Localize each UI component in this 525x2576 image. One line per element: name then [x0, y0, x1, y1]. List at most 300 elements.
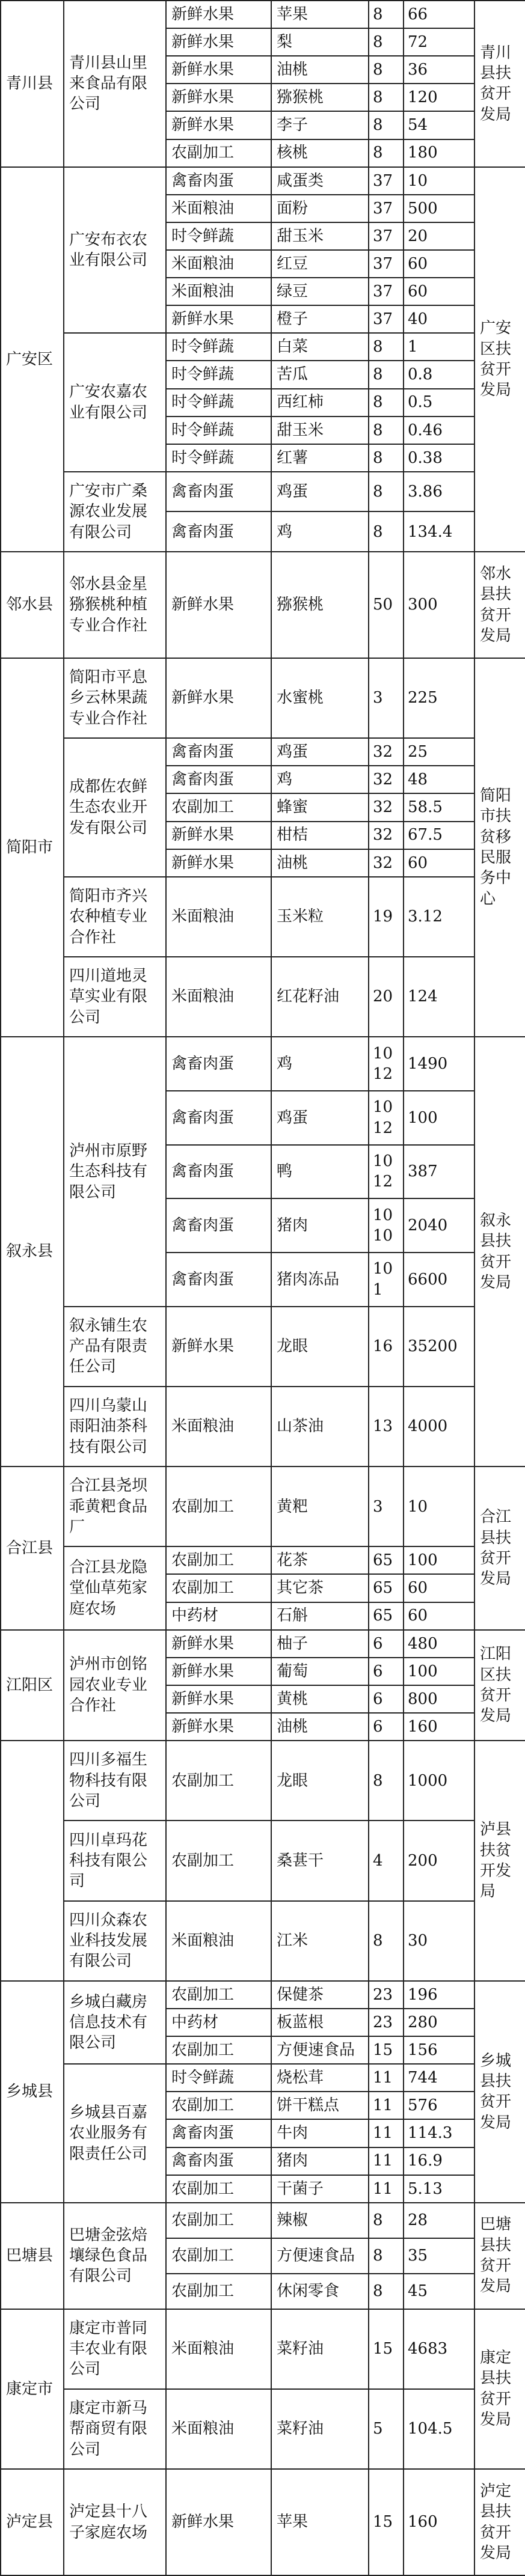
table-row	[1, 658, 525, 738]
price-cell: 32	[369, 822, 404, 849]
department-cell: 简阳市扶贫移民服务中心	[474, 658, 525, 1037]
price-cell: 16	[369, 1307, 404, 1387]
category-cell: 时令鲜蔬	[166, 444, 271, 472]
product-cell: 方便速食品	[271, 2036, 369, 2064]
quantity-cell: 72	[404, 28, 474, 56]
category-cell: 禽畜肉蛋	[166, 1145, 271, 1199]
department-cell: 乡城县扶贫开发局	[474, 1981, 525, 2203]
category-cell: 时令鲜蔬	[166, 417, 271, 444]
price-cell: 6	[369, 1658, 404, 1685]
category-cell: 禽畜肉蛋	[166, 1037, 271, 1091]
table-row	[1, 167, 525, 195]
product-cell: 油桃	[271, 849, 369, 877]
price-cell: 65	[369, 1574, 404, 1602]
category-cell: 禽畜肉蛋	[166, 1198, 271, 1253]
category-cell: 新鲜水果	[166, 1, 271, 28]
product-cell: 水蜜桃	[271, 658, 369, 738]
company-cell: 四川众森农业科技发展有限公司	[64, 1901, 166, 1981]
quantity-cell: 10	[404, 1467, 474, 1546]
price-cell: 1012	[369, 1091, 404, 1145]
category-cell: 禽畜肉蛋	[166, 167, 271, 195]
product-cell: 白菜	[271, 333, 369, 361]
company-cell: 广安市广桑源农业发展有限公司	[64, 472, 166, 552]
quantity-cell: 100	[404, 1658, 474, 1685]
product-cell: 干菌子	[271, 2175, 369, 2203]
table-row	[1, 1981, 525, 2009]
price-cell: 8	[369, 333, 404, 361]
product-cell: 黄桃	[271, 1685, 369, 1713]
product-cell: 苦瓜	[271, 361, 369, 388]
region-cell: 合江县	[1, 1467, 64, 1630]
product-cell: 菜籽油	[271, 2309, 369, 2389]
price-cell: 23	[369, 2009, 404, 2036]
company-cell: 四川卓玛花科技有限公司	[64, 1821, 166, 1900]
department-cell: 广安区扶贫开发局	[474, 167, 525, 552]
category-cell: 新鲜水果	[166, 2469, 271, 2575]
quantity-cell: 300	[404, 552, 474, 658]
quantity-cell: 3.86	[404, 472, 474, 512]
price-cell: 37	[369, 278, 404, 305]
price-cell: 32	[369, 766, 404, 793]
quantity-cell: 196	[404, 1981, 474, 2009]
price-cell: 8	[369, 1, 404, 28]
category-cell: 禽畜肉蛋	[166, 1091, 271, 1145]
table-row	[1, 2203, 525, 2238]
quantity-cell: 4000	[404, 1387, 474, 1467]
price-cell: 37	[369, 195, 404, 222]
product-cell: 梨	[271, 28, 369, 56]
price-cell: 11	[369, 2147, 404, 2175]
price-cell: 8	[369, 56, 404, 84]
price-cell: 19	[369, 877, 404, 957]
product-cell: 鸡蛋	[271, 1091, 369, 1145]
product-cell: 鸡蛋	[271, 738, 369, 766]
category-cell: 米面粮油	[166, 278, 271, 305]
category-cell: 新鲜水果	[166, 552, 271, 658]
quantity-cell: 25	[404, 738, 474, 766]
department-cell: 泸县扶贫开发局	[474, 1741, 525, 1981]
product-cell: 苹果	[271, 2469, 369, 2575]
category-cell: 禽畜肉蛋	[166, 1253, 271, 1307]
quantity-cell: 280	[404, 2009, 474, 2036]
category-cell: 新鲜水果	[166, 1658, 271, 1685]
table-row	[1, 1, 525, 28]
product-cell: 玉米粒	[271, 877, 369, 957]
category-cell: 禽畜肉蛋	[166, 472, 271, 512]
price-cell: 3	[369, 1467, 404, 1546]
price-cell: 8	[369, 1901, 404, 1981]
category-cell: 新鲜水果	[166, 1713, 271, 1741]
company-cell: 泸州市原野生态科技有限公司	[64, 1037, 166, 1306]
company-cell: 合江县尧坝乖黄粑食品厂	[64, 1467, 166, 1546]
product-cell: 橙子	[271, 305, 369, 333]
price-cell: 8	[369, 2238, 404, 2274]
product-cell: 鸭	[271, 1145, 369, 1199]
product-cell: 李子	[271, 111, 369, 139]
table-row	[1, 1630, 525, 1658]
quantity-cell: 16.9	[404, 2147, 474, 2175]
table-row	[1, 1901, 525, 1981]
product-cell: 牛肉	[271, 2119, 369, 2147]
category-cell: 农副加工	[166, 1821, 271, 1900]
quantity-cell: 114.3	[404, 2119, 474, 2147]
department-cell: 江阳区扶贫开发局	[474, 1630, 525, 1741]
product-cell: 柑桔	[271, 822, 369, 849]
quantity-cell: 28	[404, 2203, 474, 2238]
category-cell: 农副加工	[166, 2092, 271, 2119]
quantity-cell: 1	[404, 333, 474, 361]
product-cell: 柚子	[271, 1630, 369, 1658]
region-cell: 乡城县	[1, 1981, 64, 2203]
category-cell: 米面粮油	[166, 957, 271, 1037]
company-cell: 乡城县百嘉农业服务有限责任公司	[64, 2064, 166, 2203]
quantity-cell: 30	[404, 1901, 474, 1981]
category-cell: 新鲜水果	[166, 28, 271, 56]
category-cell: 时令鲜蔬	[166, 2064, 271, 2092]
category-cell: 农副加工	[166, 2203, 271, 2238]
table-row	[1, 2064, 525, 2092]
price-cell: 11	[369, 2119, 404, 2147]
company-cell: 邻水县金星猕猴桃种植专业合作社	[64, 552, 166, 658]
quantity-cell: 225	[404, 658, 474, 738]
category-cell: 农副加工	[166, 1574, 271, 1602]
price-cell: 37	[369, 305, 404, 333]
quantity-cell: 0.8	[404, 361, 474, 388]
price-cell: 32	[369, 793, 404, 821]
company-cell: 泸定县十八子家庭农场	[64, 2469, 166, 2575]
category-cell: 农副加工	[166, 793, 271, 821]
price-cell: 32	[369, 738, 404, 766]
quantity-cell: 160	[404, 2469, 474, 2575]
quantity-cell: 1490	[404, 1037, 474, 1091]
product-cell: 石斛	[271, 1602, 369, 1630]
price-cell: 13	[369, 1387, 404, 1467]
price-cell: 5	[369, 2389, 404, 2469]
region-cell: 泸定县	[1, 2469, 64, 2575]
product-cell: 花茶	[271, 1546, 369, 1574]
product-cell: 红豆	[271, 250, 369, 278]
quantity-cell: 160	[404, 1713, 474, 1741]
category-cell: 时令鲜蔬	[166, 222, 271, 250]
category-cell: 农副加工	[166, 139, 271, 167]
quantity-cell: 387	[404, 1145, 474, 1199]
product-cell: 红薯	[271, 444, 369, 472]
price-cell: 8	[369, 111, 404, 139]
category-cell: 米面粮油	[166, 195, 271, 222]
product-cell: 咸蛋类	[271, 167, 369, 195]
category-cell: 禽畜肉蛋	[166, 766, 271, 793]
price-cell: 23	[369, 1981, 404, 2009]
company-cell: 康定市新马帮商贸有限公司	[64, 2389, 166, 2469]
product-cell: 江米	[271, 1901, 369, 1981]
price-cell: 8	[369, 472, 404, 512]
price-cell: 8	[369, 511, 404, 552]
table-row	[1, 1387, 525, 1467]
quantity-cell: 180	[404, 139, 474, 167]
quantity-cell: 2040	[404, 1198, 474, 1253]
quantity-cell: 100	[404, 1091, 474, 1145]
category-cell: 农副加工	[166, 2274, 271, 2309]
product-cell: 猪肉	[271, 2147, 369, 2175]
category-cell: 新鲜水果	[166, 84, 271, 111]
price-cell: 8	[369, 1741, 404, 1821]
product-cell: 龙眼	[271, 1741, 369, 1821]
category-cell: 农副加工	[166, 1546, 271, 1574]
product-cell: 其它茶	[271, 1574, 369, 1602]
company-cell: 成都佐农鲜生态农业开发有限公司	[64, 738, 166, 877]
company-cell: 简阳市齐兴农种植专业合作社	[64, 877, 166, 957]
category-cell: 农副加工	[166, 1467, 271, 1546]
product-cell: 保健茶	[271, 1981, 369, 2009]
quantity-cell: 35	[404, 2238, 474, 2274]
quantity-cell: 200	[404, 1821, 474, 1900]
quantity-cell: 124	[404, 957, 474, 1037]
quantity-cell: 4683	[404, 2309, 474, 2389]
price-cell: 37	[369, 222, 404, 250]
product-cell: 桑葚干	[271, 1821, 369, 1900]
department-cell: 康定县扶贫开发局	[474, 2309, 525, 2470]
product-cell: 油桃	[271, 1713, 369, 1741]
price-cell: 11	[369, 2092, 404, 2119]
price-cell: 8	[369, 361, 404, 388]
quantity-cell: 800	[404, 1685, 474, 1713]
company-cell: 四川道地灵草实业有限公司	[64, 957, 166, 1037]
table-row	[1, 2309, 525, 2389]
category-cell: 农副加工	[166, 1981, 271, 2009]
price-cell: 32	[369, 849, 404, 877]
quantity-cell: 40	[404, 305, 474, 333]
table-row	[1, 2469, 525, 2575]
company-cell: 合江县龙隐堂仙草苑家庭农场	[64, 1546, 166, 1629]
quantity-cell: 60	[404, 1602, 474, 1630]
price-cell: 37	[369, 167, 404, 195]
region-cell: 邻水县	[1, 552, 64, 658]
quantity-cell: 60	[404, 849, 474, 877]
product-cell: 油桃	[271, 56, 369, 84]
quantity-cell: 54	[404, 111, 474, 139]
product-cell: 辣椒	[271, 2203, 369, 2238]
quantity-cell: 744	[404, 2064, 474, 2092]
department-cell: 青川县扶贫开发局	[474, 1, 525, 167]
product-cell: 核桃	[271, 139, 369, 167]
table-row	[1, 957, 525, 1037]
category-cell: 禽畜肉蛋	[166, 511, 271, 552]
price-cell: 8	[369, 28, 404, 56]
price-cell: 1012	[369, 1037, 404, 1091]
product-cell: 龙眼	[271, 1307, 369, 1387]
region-cell: 叙永县	[1, 1037, 64, 1467]
table-row	[1, 738, 525, 766]
table-row	[1, 1741, 525, 1821]
quantity-cell: 60	[404, 1574, 474, 1602]
quantity-cell: 66	[404, 1, 474, 28]
price-cell: 1010	[369, 1198, 404, 1253]
product-cell: 板蓝根	[271, 2009, 369, 2036]
product-cell: 猕猴桃	[271, 552, 369, 658]
price-cell: 37	[369, 250, 404, 278]
company-cell: 广安布衣农业有限公司	[64, 167, 166, 334]
region-cell: 江阳区	[1, 1630, 64, 1741]
price-cell: 15	[369, 2036, 404, 2064]
table-body	[1, 1, 525, 2575]
table-row	[1, 552, 525, 658]
company-cell: 康定市普同丰农业有限公司	[64, 2309, 166, 2389]
company-cell: 巴塘金弦焙壤绿色食品有限公司	[64, 2203, 166, 2309]
quantity-cell: 58.5	[404, 793, 474, 821]
company-cell: 青川县山里来食品有限公司	[64, 1, 166, 167]
category-cell: 新鲜水果	[166, 1630, 271, 1658]
category-cell: 米面粮油	[166, 2309, 271, 2389]
quantity-cell: 10	[404, 167, 474, 195]
category-cell: 新鲜水果	[166, 1685, 271, 1713]
quantity-cell: 0.38	[404, 444, 474, 472]
price-cell: 11	[369, 2064, 404, 2092]
price-cell: 8	[369, 2203, 404, 2238]
quantity-cell: 5.13	[404, 2175, 474, 2203]
table-row	[1, 1037, 525, 1091]
quantity-cell: 60	[404, 250, 474, 278]
region-cell: 广安区	[1, 167, 64, 552]
price-cell: 8	[369, 417, 404, 444]
product-cell: 苹果	[271, 1, 369, 28]
product-cell: 红花籽油	[271, 957, 369, 1037]
price-cell: 1012	[369, 1145, 404, 1199]
quantity-cell: 60	[404, 278, 474, 305]
price-cell: 8	[369, 444, 404, 472]
company-cell: 广安农嘉农业有限公司	[64, 333, 166, 472]
product-cell: 休闲零食	[271, 2274, 369, 2309]
product-cell: 猕猴桃	[271, 84, 369, 111]
department-cell: 泸定县扶贫开发局	[474, 2469, 525, 2575]
category-cell: 禽畜肉蛋	[166, 2147, 271, 2175]
category-cell: 农副加工	[166, 2036, 271, 2064]
region-cell: 康定市	[1, 2309, 64, 2470]
product-cell: 蜂蜜	[271, 793, 369, 821]
product-cell: 山茶油	[271, 1387, 369, 1467]
product-cell: 鸡蛋	[271, 472, 369, 512]
region-cell	[1, 1741, 64, 1981]
price-cell: 15	[369, 2469, 404, 2575]
quantity-cell: 35200	[404, 1307, 474, 1387]
price-cell: 4	[369, 1821, 404, 1900]
product-cell: 黄粑	[271, 1467, 369, 1546]
quantity-cell: 120	[404, 84, 474, 111]
price-cell: 8	[369, 389, 404, 417]
table-row	[1, 2389, 525, 2469]
product-cell: 猪肉冻品	[271, 1253, 369, 1307]
table-row	[1, 472, 525, 512]
product-cell: 甜玉米	[271, 417, 369, 444]
price-cell: 3	[369, 658, 404, 738]
category-cell: 农副加工	[166, 1741, 271, 1821]
price-cell: 6	[369, 1685, 404, 1713]
product-cell: 饼干糕点	[271, 2092, 369, 2119]
quantity-cell: 500	[404, 195, 474, 222]
table-row	[1, 1307, 525, 1387]
category-cell: 新鲜水果	[166, 56, 271, 84]
price-cell: 6	[369, 1713, 404, 1741]
table-row	[1, 1467, 525, 1546]
quantity-cell: 67.5	[404, 822, 474, 849]
category-cell: 米面粮油	[166, 1901, 271, 1981]
region-cell: 巴塘县	[1, 2203, 64, 2309]
department-cell: 叙永县扶贫开发局	[474, 1037, 525, 1467]
product-cell: 烧松茸	[271, 2064, 369, 2092]
price-cell: 8	[369, 2274, 404, 2309]
category-cell: 新鲜水果	[166, 849, 271, 877]
price-cell: 20	[369, 957, 404, 1037]
quantity-cell: 134.4	[404, 511, 474, 552]
quantity-cell: 1000	[404, 1741, 474, 1821]
product-cell: 西红柿	[271, 389, 369, 417]
category-cell: 新鲜水果	[166, 305, 271, 333]
table-row	[1, 1546, 525, 1574]
department-cell: 合江县扶贫开发局	[474, 1467, 525, 1630]
quantity-cell: 20	[404, 222, 474, 250]
quantity-cell: 576	[404, 2092, 474, 2119]
department-cell: 邻水县扶贫开发局	[474, 552, 525, 658]
product-cell: 鸡	[271, 766, 369, 793]
product-cell: 鸡	[271, 511, 369, 552]
price-cell: 50	[369, 552, 404, 658]
quantity-cell: 48	[404, 766, 474, 793]
table-row	[1, 877, 525, 957]
price-cell: 65	[369, 1546, 404, 1574]
category-cell: 禽畜肉蛋	[166, 2119, 271, 2147]
company-cell: 简阳市平息乡云林果蔬专业合作社	[64, 658, 166, 738]
quantity-cell: 45	[404, 2274, 474, 2309]
category-cell: 米面粮油	[166, 1387, 271, 1467]
quantity-cell: 36	[404, 56, 474, 84]
category-cell: 米面粮油	[166, 2389, 271, 2469]
price-cell: 6	[369, 1630, 404, 1658]
category-cell: 新鲜水果	[166, 822, 271, 849]
department-cell: 巴塘县扶贫开发局	[474, 2203, 525, 2309]
category-cell: 中药材	[166, 2009, 271, 2036]
product-cell: 面粉	[271, 195, 369, 222]
price-cell: 8	[369, 84, 404, 111]
table-row	[1, 333, 525, 361]
company-cell: 乡城白藏房信息技术有限公司	[64, 1981, 166, 2064]
category-cell: 米面粮油	[166, 250, 271, 278]
company-cell: 泸州市创铭园农业专业合作社	[64, 1630, 166, 1741]
quantity-cell: 480	[404, 1630, 474, 1658]
quantity-cell: 0.46	[404, 417, 474, 444]
quantity-cell: 3.12	[404, 877, 474, 957]
category-cell: 农副加工	[166, 2238, 271, 2274]
company-cell: 四川乌蒙山雨阳油茶科技有限公司	[64, 1387, 166, 1467]
category-cell: 农副加工	[166, 2175, 271, 2203]
product-cell: 葡萄	[271, 1658, 369, 1685]
quantity-cell: 100	[404, 1546, 474, 1574]
table-row	[1, 1821, 525, 1900]
region-cell: 青川县	[1, 1, 64, 167]
price-cell: 65	[369, 1602, 404, 1630]
product-cell: 鸡	[271, 1037, 369, 1091]
price-cell: 101	[369, 1253, 404, 1307]
product-cell: 方便速食品	[271, 2238, 369, 2274]
quantity-cell: 104.5	[404, 2389, 474, 2469]
quantity-cell: 156	[404, 2036, 474, 2064]
category-cell: 时令鲜蔬	[166, 333, 271, 361]
category-cell: 时令鲜蔬	[166, 389, 271, 417]
price-cell: 11	[369, 2175, 404, 2203]
category-cell: 新鲜水果	[166, 1307, 271, 1387]
product-cell: 绿豆	[271, 278, 369, 305]
quantity-cell: 0.5	[404, 389, 474, 417]
category-cell: 新鲜水果	[166, 658, 271, 738]
company-cell: 叙永铺生农产品有限责任公司	[64, 1307, 166, 1387]
